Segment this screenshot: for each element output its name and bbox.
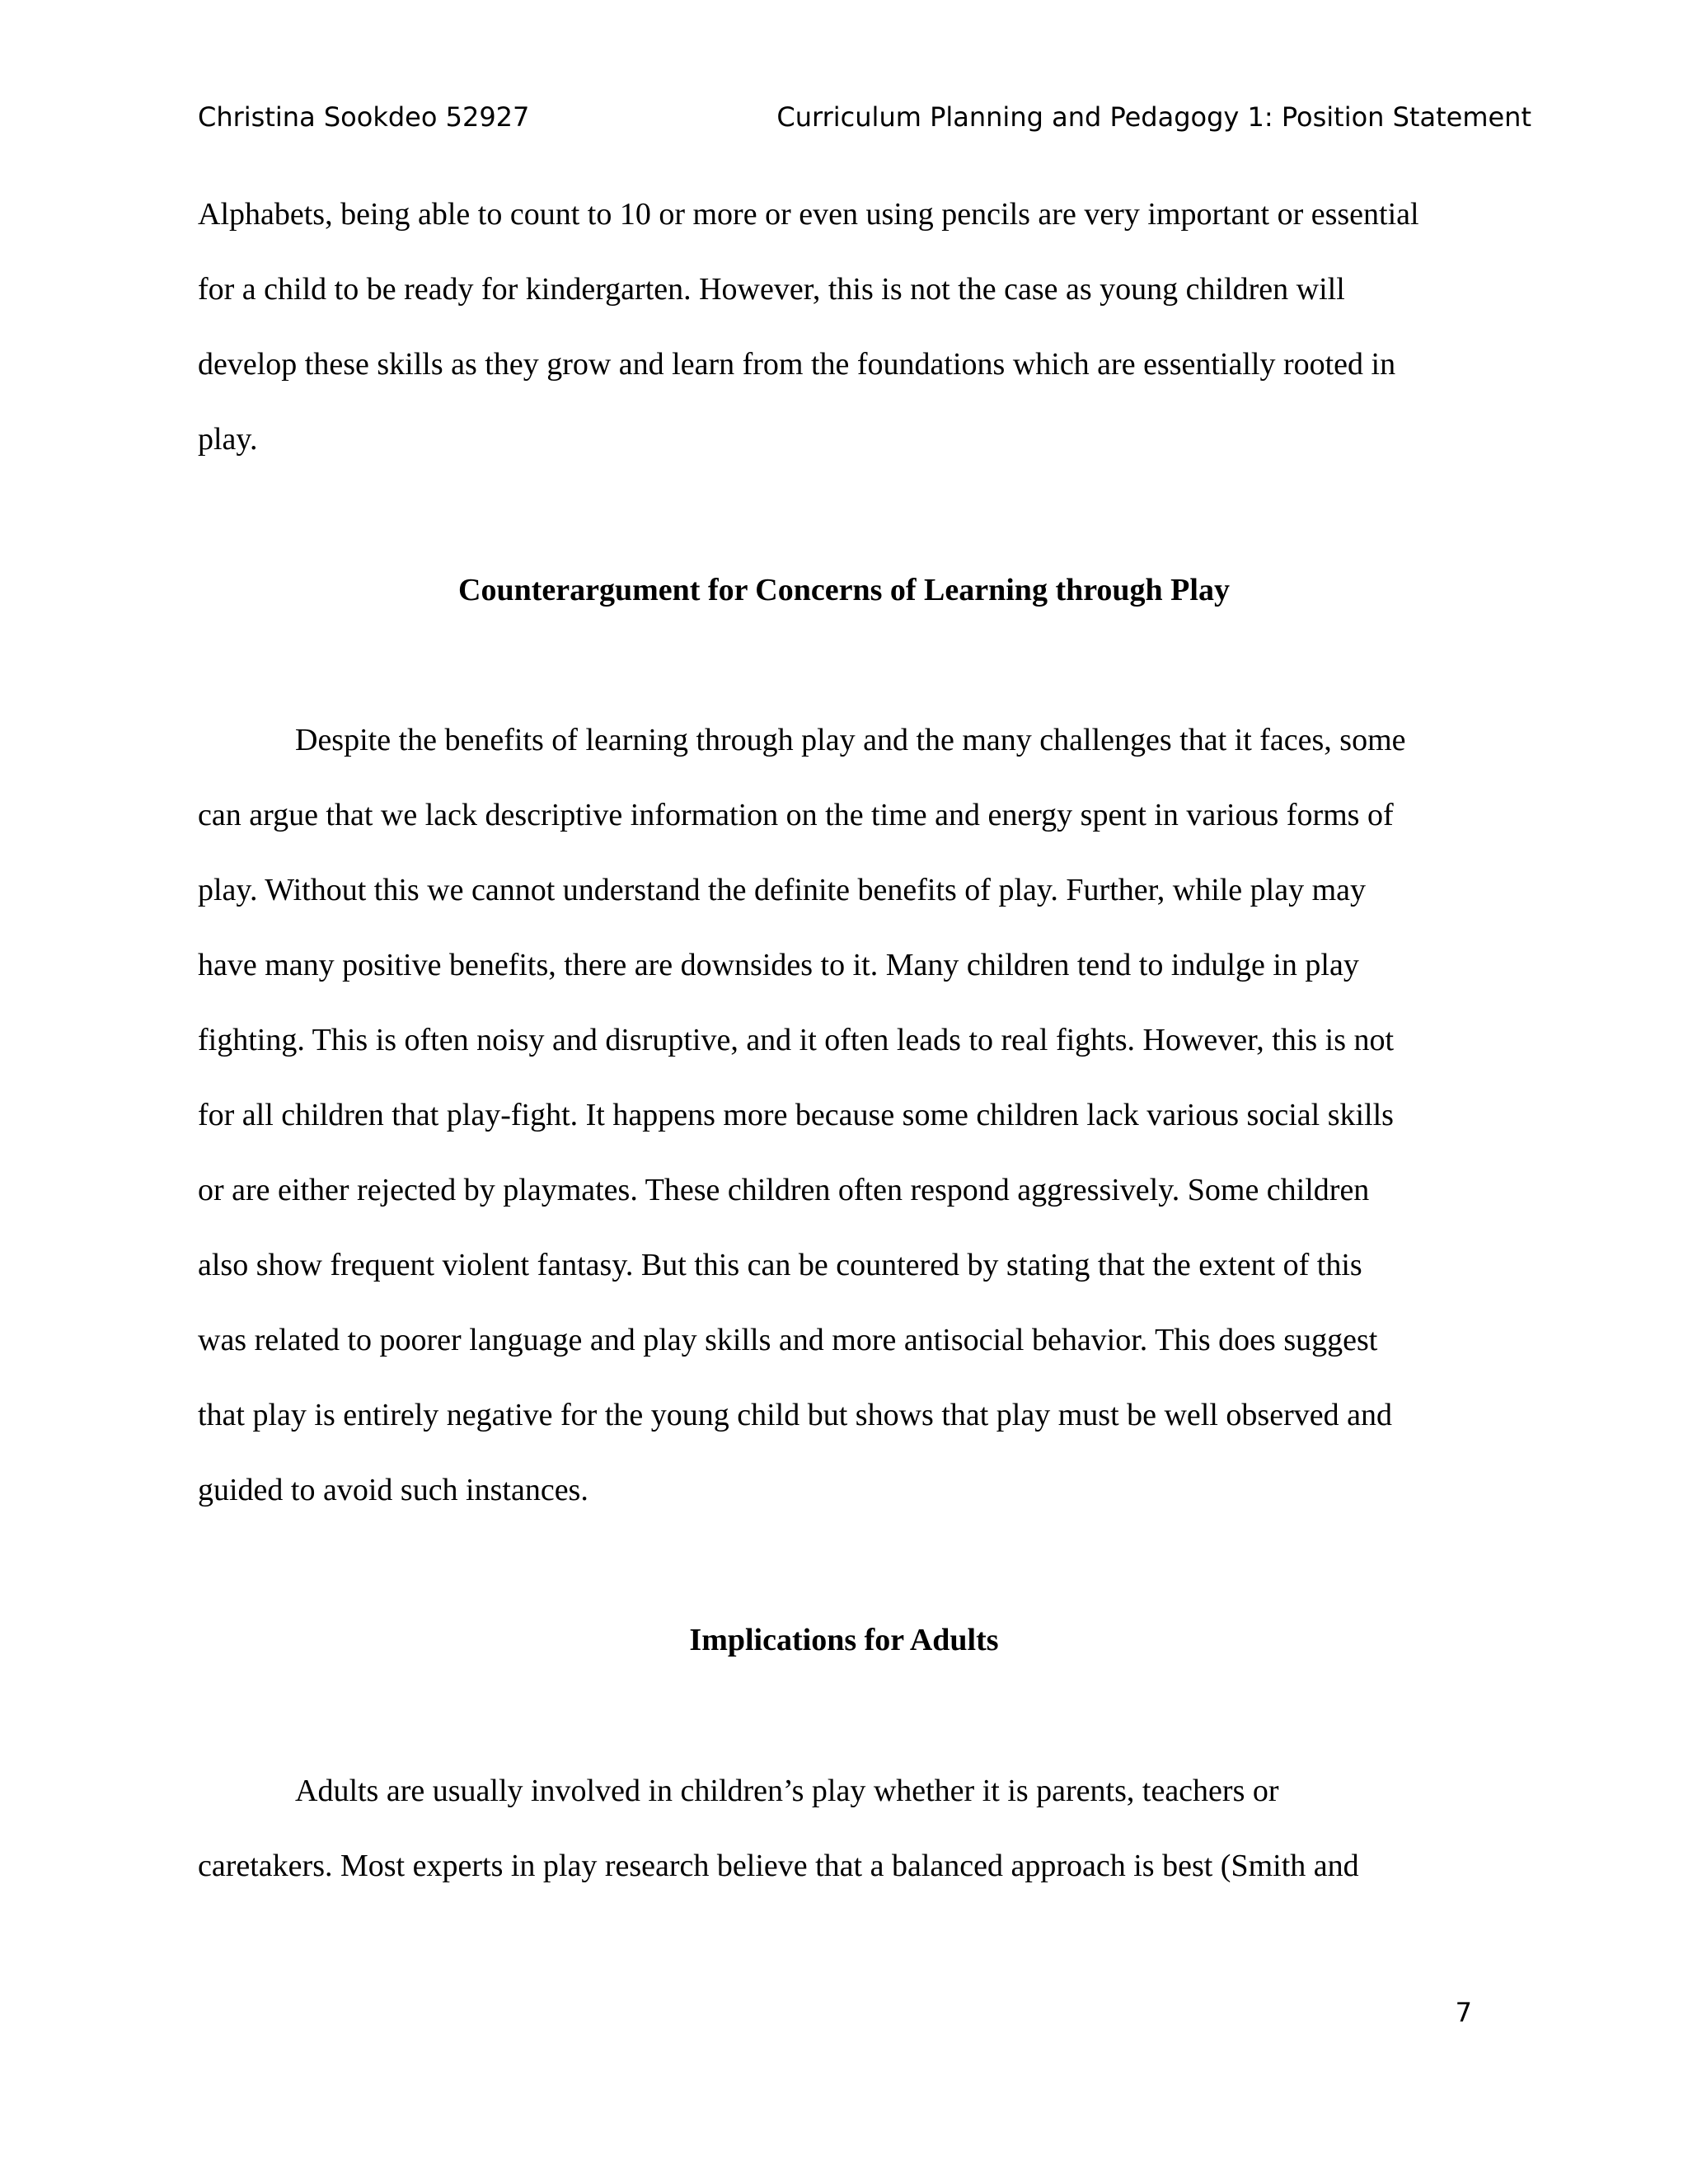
- paragraph-line: develop these skills as they grow and learn from the foundations which are essentially rooted in: [198, 347, 1396, 382]
- paragraph-line: guided to avoid such instances.: [198, 1473, 588, 1507]
- page-number: 7: [1455, 1997, 1472, 2028]
- paragraph-line: that play is entirely negative for the young child but shows that play must be well observed and: [198, 1398, 1392, 1432]
- paragraph-line: play. Without this we cannot understand the definite benefits of play. Further, while play may: [198, 873, 1367, 907]
- paragraph-line: for all children that play-fight. It happens more because some children lack various social skills: [198, 1098, 1394, 1132]
- paragraph-line: Adults are usually involved in children’s play whether it is parents, teachers or: [295, 1774, 1279, 1808]
- header-course-title: Curriculum Planning and Pedagogy 1: Position Statement: [776, 101, 1531, 133]
- paragraph-line: Alphabets, being able to count to 10 or more or even using pencils are very important or essential: [198, 197, 1419, 232]
- paragraph-line: or are either rejected by playmates. These children often respond aggressively. Some children: [198, 1173, 1370, 1207]
- paragraph-line: can argue that we lack descriptive information on the time and energy spent in various forms of: [198, 798, 1394, 832]
- header-author: Christina Sookdeo 52927: [198, 101, 530, 133]
- section-heading-implications: Implications for Adults: [689, 1623, 999, 1657]
- paragraph-line: fighting. This is often noisy and disruptive, and it often leads to real fights. However, this is not: [198, 1023, 1395, 1057]
- paragraph-line: for a child to be ready for kindergarten. However, this is not the case as young children will: [198, 272, 1345, 307]
- paragraph-line: caretakers. Most experts in play research believe that a balanced approach is best (Smith and: [198, 1849, 1359, 1883]
- paragraph-line: Despite the benefits of learning through play and the many challenges that it faces, some: [295, 723, 1406, 757]
- paragraph-line: also show frequent violent fantasy. But this can be countered by stating that the extent of this: [198, 1248, 1362, 1282]
- paragraph-line: have many positive benefits, there are downsides to it. Many children tend to indulge in play: [198, 948, 1359, 982]
- paragraph-line: was related to poorer language and play skills and more antisocial behavior. This does suggest: [198, 1323, 1378, 1357]
- section-heading-counterargument: Counterargument for Concerns of Learning through Play: [458, 573, 1230, 607]
- paragraph-line: play.: [198, 422, 258, 457]
